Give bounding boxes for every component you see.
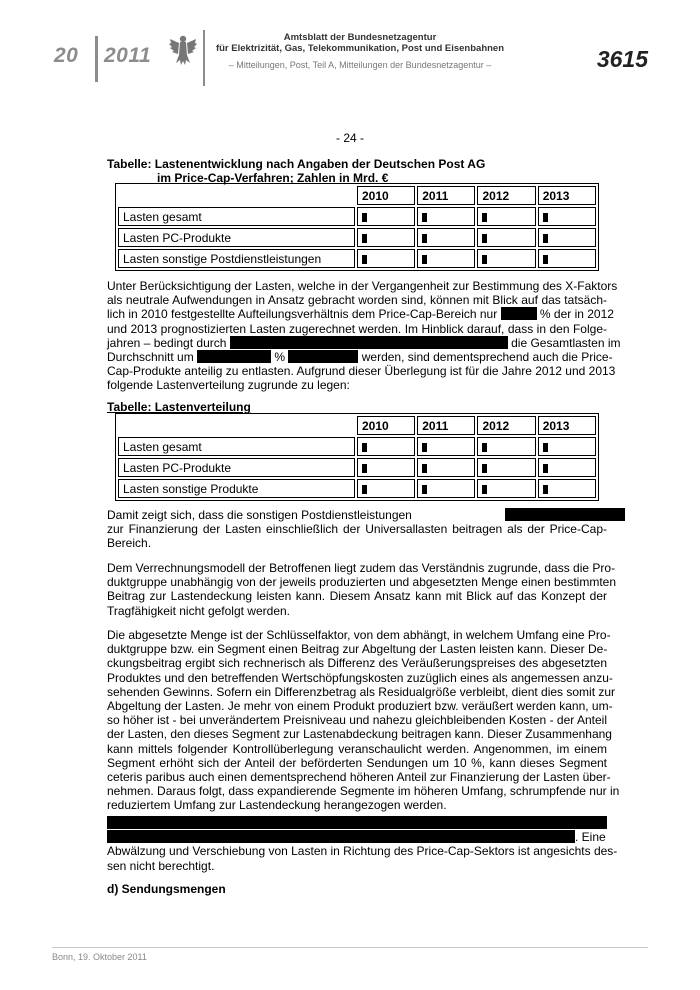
redacted-cell [357, 479, 415, 498]
row-label: Lasten PC-Produkte [118, 458, 355, 477]
table2-title: Tabelle: Lastenverteilung [107, 400, 251, 414]
issue-number: 20 [54, 44, 79, 67]
table-row [118, 228, 596, 247]
paragraph-5: . Eine Abwälzung und Verschiebung von Lasten in Richtung des Price-Cap-Sektors ist angesichts des- sen nicht berechtigt. [107, 816, 607, 873]
redacted-cell [417, 479, 475, 498]
year-header: 2013 [538, 186, 596, 205]
paragraph-3: Dem Verrechnungsmodell der Betroffenen liegt zudem das Verständnis zugrunde, dass die Pro- duktgruppe unabhängig von der jeweils produzierten und abgesetzten Menge einen bestimmten Beitrag zur Lastendeckung leisten kann. Diesem Ansatz kann mit Blick auf das Konzept der Tragfähigkeit nicht gefolgt werden. [107, 561, 617, 618]
redacted-cell [417, 458, 475, 477]
paragraph-2: Damit zeigt sich, dass die sonstigen Postdienstleistungen zur Finanzierung der Lasten einschließlich der Universallasten beitragen als der Price-Cap- Bereich. [107, 508, 607, 551]
redacted-cell [538, 479, 596, 498]
table2 [115, 413, 599, 501]
redacted-cell [417, 207, 475, 226]
section-label: – Mitteilungen, Post, Teil A, Mitteilungen der Bundesnetzagentur – [228, 60, 492, 70]
paragraph-1: Unter Berücksichtigung der Lasten, welche in der Vergangenheit zur Bestimmung des X-Faktors als neutrale Aufwendungen in Ansatz gebracht worden sind, können mit Blick auf das tatsäch- lich in 2010 festgestellte Aufteilungsverhältnis dem Price-Cap-Bereich nur % der in 2012 und 2013 prognostizierten Lasten zugerechnet werden. Im Hinblick darauf, dass in den Folge- jahren – bedingt durch die Gesamtlasten im Durchschnitt um % werden, sind dementsprechend auch die Price- Cap-Produkte anteilig zu entlasten. Aufgrund dieser Überlegung ist für die Jahre 2012 und 2013 folgende Lastenverteilung zugrunde zu legen: [107, 279, 621, 393]
row-label: Lasten sonstige Produkte [118, 479, 355, 498]
row-label: Lasten sonstige Postdienstleistungen [118, 249, 355, 268]
redacted-cell [477, 207, 535, 226]
year-header: 2013 [538, 416, 596, 435]
redacted-cell [357, 437, 415, 456]
redacted-cell [477, 249, 535, 268]
footer-divider [52, 947, 648, 948]
redacted-cell [417, 228, 475, 247]
table-row [118, 207, 596, 226]
page-number: 3615 [596, 46, 648, 72]
table-row [118, 479, 596, 498]
redacted-cell [538, 207, 596, 226]
year-header: 2011 [417, 416, 475, 435]
year-header: 2012 [477, 416, 535, 435]
redacted-cell [357, 249, 415, 268]
header-divider [95, 36, 98, 82]
authority-scope: für Elektrizität, Gas, Telekommunikation, Post und Eisenbahnen [215, 43, 505, 54]
table1-title: Tabelle: Lastenentwicklung nach Angaben der Deutschen Post AG [107, 157, 486, 171]
table1 [115, 183, 599, 271]
year-header: 2010 [357, 416, 415, 435]
year-header: 2011 [417, 186, 475, 205]
redaction-bar [230, 336, 508, 349]
redaction-bar [107, 816, 607, 829]
footer-date: Bonn, 19. Oktober 2011 [52, 952, 147, 962]
table-row [118, 458, 596, 477]
authority-name: Amtsblatt der Bundesnetzagentur [283, 32, 437, 43]
paragraph-4: Die abgesetzte Menge ist der Schlüsselfaktor, von dem abhängt, in welchem Umfang eine Pro- duktgruppe bzw. ein Segment einen Beitrag zur Abgeltung der Lasten leisten kann. Dieser De- ckungsbeitrag ergibt sich rechnerisch als Differenz des Veräußerungspreises des abgesetzten Produktes und den betreffenden Wertschöpfungskosten zuzüglich eines als angemessen anzu- sehenden Gewinns. Sofern ein Differenzbetrag als Residualgröße verbleibt, dient dies somit zur Abgeltung der Lasten. Je mehr von einem Produkt produziert bzw. veräußert werden kann, um- so höher ist - bei unverändertem Preisniveau und nahezu gleichbleibenden Kosten - der Anteil der Lasten, den dieses Segment zur Lastenabdeckung beitragen kann. Dieser Zusammenhang kann mittels folgender Kontrollüberlegung veranschaulicht werden. Angenommen, im einem Segment erhöht sich der Anteil der beförderten Sendungen um 10 %, kann dieses Segment ceteris paribus auch einen dementsprechend höheren Anteil zur Finanzierung der Lasten über- nehmen. Daraus folgt, dass expandierende Segmente im höheren Umfang, schrumpfende nur in reduziertem Umfang zur Lastendeckung herangezogen werden. [107, 628, 620, 813]
redacted-cell [477, 228, 535, 247]
redacted-cell [357, 228, 415, 247]
issue-year: 2011 [104, 44, 152, 67]
redacted-cell [417, 437, 475, 456]
redaction-bar [505, 508, 625, 521]
redacted-cell [477, 458, 535, 477]
year-header: 2010 [357, 186, 415, 205]
table-row [118, 437, 596, 456]
redacted-cell [538, 458, 596, 477]
redaction-bar [107, 830, 575, 843]
row-label: Lasten gesamt [118, 437, 355, 456]
row-label: Lasten gesamt [118, 207, 355, 226]
redaction-bar [197, 350, 271, 363]
redaction-bar [501, 307, 537, 320]
redacted-cell [417, 249, 475, 268]
section-heading: d) Sendungsmengen [107, 882, 226, 896]
redacted-cell [357, 458, 415, 477]
redacted-cell [477, 437, 535, 456]
redacted-cell [477, 479, 535, 498]
table1-subtitle: im Price-Cap-Verfahren; Zahlen in Mrd. € [157, 171, 389, 185]
page-marker: - 24 - [335, 131, 364, 145]
year-header: 2012 [477, 186, 535, 205]
redaction-bar [288, 350, 358, 363]
row-label: Lasten PC-Produkte [118, 228, 355, 247]
redacted-cell [538, 437, 596, 456]
redacted-cell [538, 249, 596, 268]
redacted-cell [357, 207, 415, 226]
redacted-cell [538, 228, 596, 247]
table-row [118, 249, 596, 268]
federal-eagle-icon [168, 33, 198, 73]
